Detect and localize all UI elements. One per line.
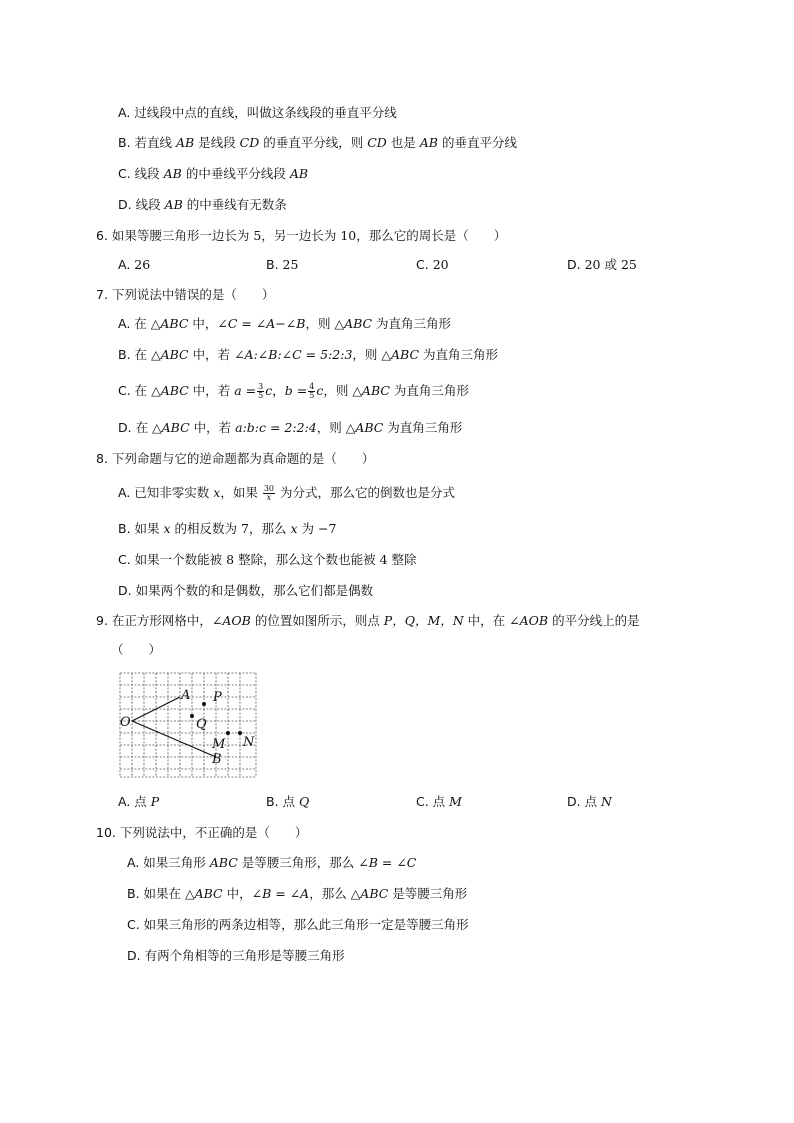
q9-grid-figure: [117, 670, 259, 784]
q5-option-d: D. 线段 AB 的中垂线有无数条: [118, 197, 287, 212]
q7-option-a: A. 在 △ABC 中，∠C = ∠A−∠B，则 △ABC 为直角三角形: [118, 316, 452, 331]
q7-option-c: C. 在 △ABC 中，若 a = $\frac{3}{5}$ c，b = $\frac{4}{5}$ c，则 △ABC 为直角三角形: [118, 382, 469, 400]
point-m: [226, 731, 230, 735]
point-q: [190, 714, 194, 718]
q7-option-d: D. 在 △ABC 中，若 a:b:c = 2:2:4，则 △ABC 为直角三角形: [118, 420, 463, 435]
q9-option-c: C. 点 M: [416, 794, 462, 809]
q6-option-b: B. 25: [266, 257, 299, 272]
label-p: P: [213, 690, 222, 705]
q6-option-a: A. 26: [118, 257, 151, 272]
q8-stem: 8. 下列命题与它的逆命题都为真命题的是（ ）: [96, 451, 375, 466]
fraction-30-x: $\frac{30}{x}$: [263, 484, 274, 502]
point-n: [238, 731, 242, 735]
point-p: [202, 702, 206, 706]
q9-stem: 9. 在正方形网格中，∠AOB 的位置如图所示，则点 P，Q，M，N 中，在 ∠AOB 的平分线上的是: [96, 613, 640, 628]
q7-option-b: B. 在 △ABC 中，若 ∠A:∠B:∠C = 5:2:3，则 △ABC 为直角三角形: [118, 347, 498, 362]
q9-option-b: B. 点 Q: [266, 794, 310, 809]
q7-stem: 7. 下列说法中错误的是（ ）: [96, 287, 275, 302]
q10-option-b: B. 如果在 △ABC 中，∠B = ∠A，那么 △ABC 是等腰三角形: [127, 886, 468, 901]
q6-stem: 6. 如果等腰三角形一边长为 5，另一边长为 10，那么它的周长是（ ）: [96, 228, 507, 243]
q8-option-d: D. 如果两个数的和是偶数，那么它们都是偶数: [118, 583, 374, 598]
q6-option-c: C. 20: [416, 257, 449, 272]
q5-option-a: A. 过线段中点的直线，叫做这条线段的垂直平分线: [118, 105, 397, 120]
label-a: A: [181, 688, 191, 703]
q10-option-d: D. 有两个角相等的三角形是等腰三角形: [127, 948, 345, 963]
label-n: N: [243, 735, 255, 750]
q6-option-d: D. 20 或 25: [567, 257, 637, 272]
fraction-3-5: $\frac{3}{5}$: [258, 382, 264, 400]
q9-paren: （ ）: [111, 642, 162, 657]
q8-option-a: A. 已知非零实数 x，如果 $\frac{30}{x}$ 为分式，那么它的倒数也是分式: [118, 484, 455, 502]
label-o: O: [120, 715, 131, 730]
fraction-4-5: $\frac{4}{5}$: [309, 382, 315, 400]
q8-option-c: C. 如果一个数能被 8 整除，那么这个数也能被 4 整除: [118, 552, 417, 567]
q10-stem: 10. 下列说法中，不正确的是（ ）: [96, 825, 308, 840]
label-q: Q: [196, 717, 207, 732]
q8-option-b: B. 如果 x 的相反数为 7，那么 x 为 −7: [118, 521, 337, 536]
q5-option-c: C. 线段 AB 的中垂线平分线段 AB: [118, 166, 309, 181]
q5-option-b: B. 若直线 AB 是线段 CD 的垂直平分线，则 CD 也是 AB 的垂直平分线: [118, 135, 517, 150]
q10-option-a: A. 如果三角形 ABC 是等腰三角形，那么 ∠B = ∠C: [127, 855, 417, 870]
q9-option-a: A. 点 P: [118, 794, 160, 809]
label-m: M: [212, 737, 226, 752]
q10-option-c: C. 如果三角形的两条边相等，那么此三角形一定是等腰三角形: [127, 917, 469, 932]
q9-option-d: D. 点 N: [567, 794, 612, 809]
label-b: B: [212, 752, 222, 767]
